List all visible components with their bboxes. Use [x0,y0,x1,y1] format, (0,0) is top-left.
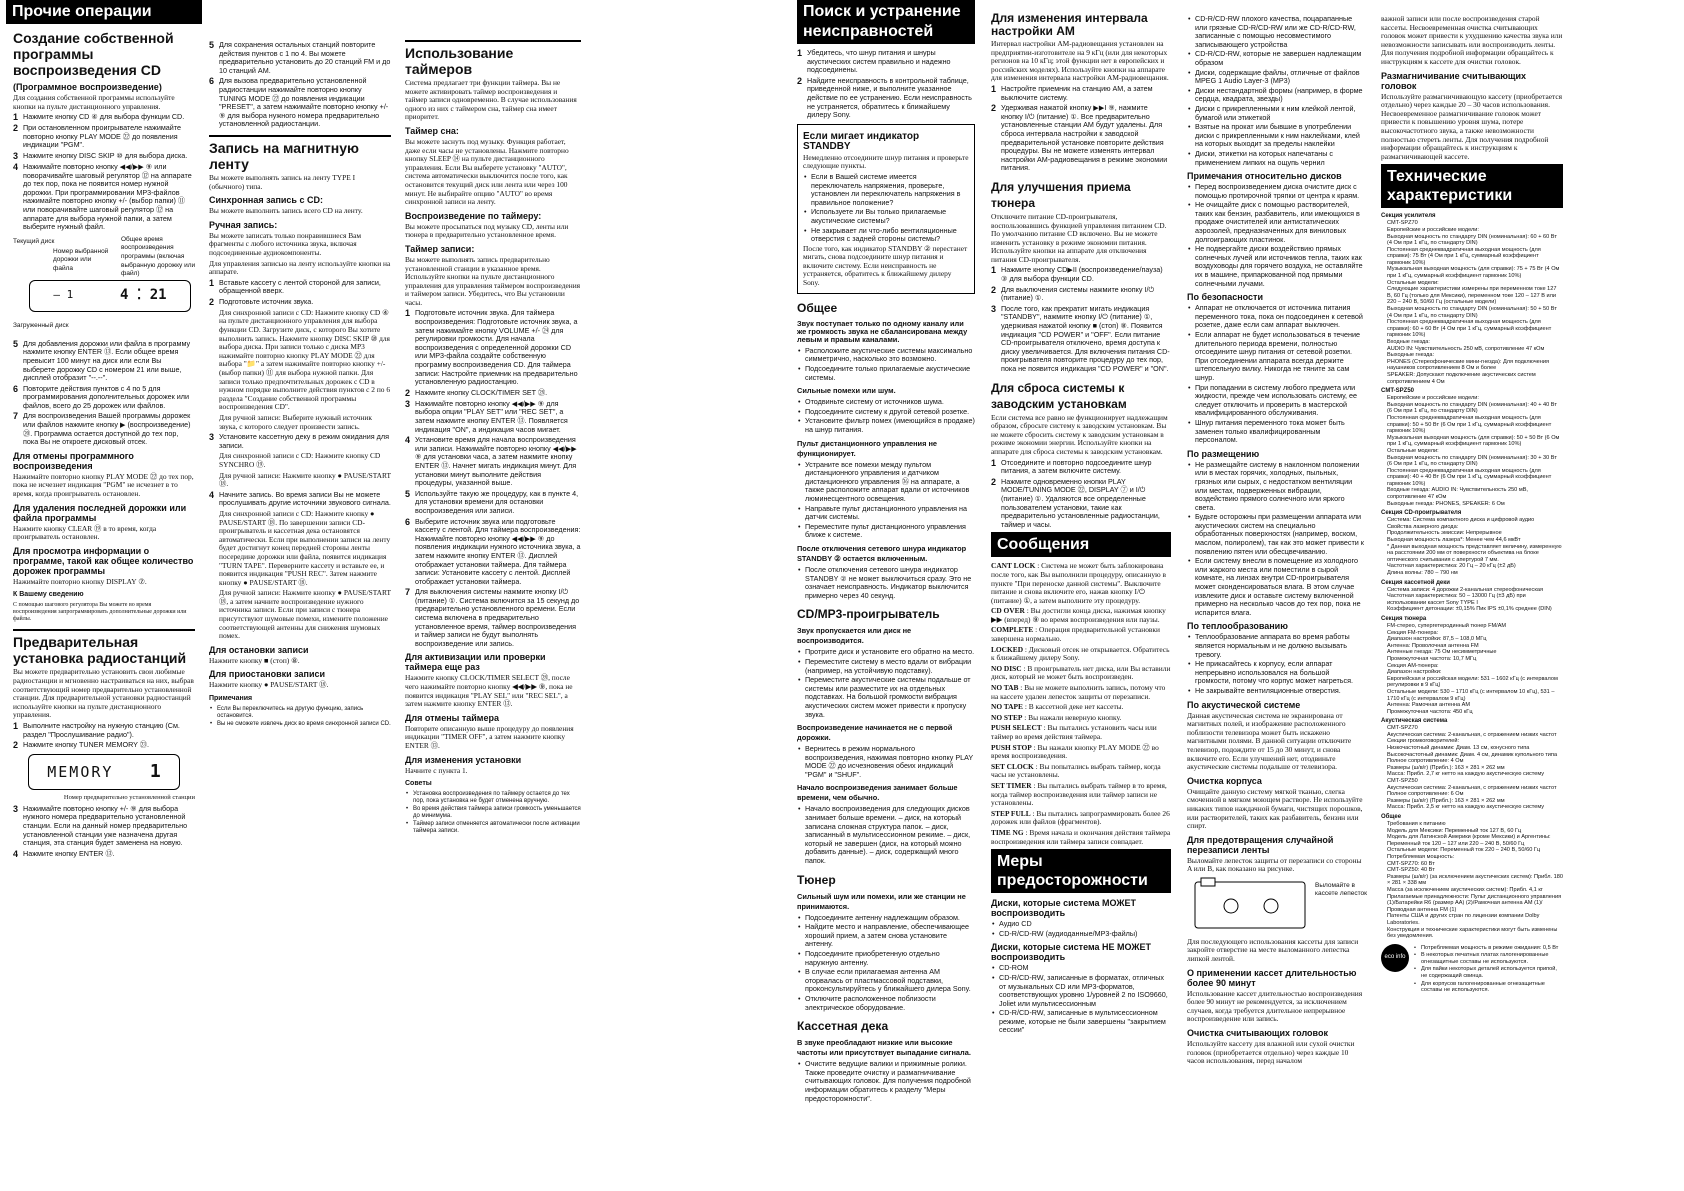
spec-line: Прилагаемые принадлежности: Пульт дистанционного управления (1)/Батарейки R6 (размер AA) (2)/Рамочная антенна AM (1)/Проводная антенна FM (1) [1387,893,1562,913]
heading: Для сброса системы к заводским установкам [991,380,1127,411]
list-item: • Не закрывает ли что-либо вентиляционные отверстия с задней стороны системы? [811,227,969,244]
spec-line: Размеры (ш/в/г) (Прибл.): 163 × 281 × 262 мм [1387,797,1505,804]
list-item: • Диски, содержащие файлы, отличные от файлов MPEG 1 Audio Layer-3 (MP3) [1195,69,1365,86]
heading: Звук поступает только по одному каналу или же громкость звука не сбалансирована между левым и правым каналами. [797,318,968,345]
spec-list [1381,213,1563,939]
heading: Очистка корпуса [1187,775,1262,786]
step: 2 Для выключения системы нажмите кнопку I/⏻ (питание) ①. [991,284,1155,303]
step: 6 Выберите источник звука или подготовьте кассету с лентой. Для таймера воспроизведения: Нажимайте повторно кнопку ◀◀/▶▶ ⑨ до появления индикации нужного источника звука, а затем нажмите кнопку ENTER ⑬. Дисплей отображает установки таймера. Для таймера записи: Установите кассету с лентой. Дисплей отображает установки таймера. [405,516,581,586]
spec-heading: Секция кассетной деки [1381,579,1450,586]
list-item: • Отключите расположенное поблизости электрическое оборудование. [805,995,975,1012]
heading: Таймер сна: [405,125,459,136]
heading-tape-recording: Запись на магнитную ленту [209,135,391,172]
heading: Кассетная дека [797,1019,889,1034]
step: 1 Настройте приемник на станцию AM, а затем выключите систему. [991,83,1153,102]
spec-line: CMT-SPZ70 [1387,725,1418,732]
paragraph: Нажмите кнопку ● PAUSE/START ⑱. [209,680,329,690]
heading: Для изменения установки [405,754,522,765]
spec-line: Конструкция и технические характеристики могут быть изменены без уведомления. [1387,926,1558,940]
step: 4 Нажмите кнопку ENTER ⑬. [13,848,115,859]
message: NO STEP : Вы нажали неверную кнопку. [991,712,1122,722]
list-item: • CD-ROM [999,964,1171,973]
list-item: • CD-R/CD-RW плохого качества, поцарапанные или грязные CD-R/CD-RW или же CD-R/CD-RW, записанные с помощью несовместимого записывающего устройства [1195,15,1365,49]
list-item: • Начало воспроизведения для следующих дисков занимает больше времени. – диск, на который записана сложная структура папок. – диск, записанный в мультисессионном режиме. – диск, который не завершен (диск, на который можно добавить данные). – диск, содержащий много папок. [805,805,975,865]
list-item: • CD-R/CD-RW, записанные в форматах, отличных от музыкальных CD или MP3-форматов, соответствующих уровню 1/уровней 2 по ISO9660, Joliet или мультисессионным [999,974,1171,1008]
message: CD OVER : Вы достигли конца диска, нажимая кнопку ▶▶ (вперед) ⑨ во время воспроизведения или паузы. [991,606,1166,624]
spec-line: Выходная мощность по стандарту DIN (номинальная): 40 + 40 Вт (6 Ом при 1 кГц, по стандарту DIN) [1387,401,1557,415]
spec-line: Промежуточная частота: 450 кГц [1387,708,1473,715]
list-item: • Установите фильтр помех (имеющийся в продаже) на шнур питания. [805,417,975,434]
list-item: • Очистите ведущие валики и прижимные ролики. Также проведите очистку и размагничивание считывающих головок. Для получения подробной информации обратитесь к разделу "Меры предосторожности". [805,1060,975,1103]
heading: CD/MP3-проигрыватель [797,607,940,622]
spec-line: Полное сопротивление: 6 Ом [1387,791,1464,798]
list-item: • Аппарат не отключается от источника питания переменного тока, пока он подсоединен к сетевой розетке, даже если сам аппарат выключен. [1195,304,1365,330]
heading: Диски, которые система МОЖЕТ воспроизводить [991,898,1137,919]
display-diagram: Текущий диск Номер выбранной дорожки или файла Общее время воспроизведения программы (включая выбранную дорожку или файл) — 1 4 ⁚ 21 Загруженный диск [13,235,196,329]
step: 1 Отсоедините и повторно подсоедините шнур питания, а затем включите систему. [991,457,1152,476]
section-band-precautions: Меры предосторожности [991,849,1171,893]
spec-line: Система: Система компактного диска и цифровой аудио [1387,517,1535,524]
heading: Для приостановки записи [209,669,326,680]
heading: Тюнер [797,872,836,887]
paragraph: Для ручной записи: Выберите нужный источник звука, с которого следует произвести запись. [219,413,372,431]
message: NO TAPE : В кассетной деке нет кассеты. [991,702,1124,712]
step: 5 Для сохранения остальных станций повторите действия пунктов с 1 по 4. Вы можете предварительно установить до 20 станций FM и до 10 станций AM. [209,40,391,75]
list-item: • Для корпусов галогенированные огнезащитные составы не используются. [1421,981,1563,994]
spec-line: Постоянная среднеквадратичная выходная мощность (для справки): 75 Вт (4 Ом при 1 кГц, суммарный коэффициент гармоник 10%) [1387,246,1541,266]
list-item: • В некоторых печатных платах галогенированные огнезащитные составы не используются. [1421,952,1563,965]
step: 1 Убедитесь, что шнур питания и шнуры акустических систем правильно и надежно подсоединены. [797,48,951,75]
step: 2 Удерживая нажатой кнопку ▶▶I ⑨, нажмите кнопку I/⏻ (питание) ①. Все предварительно установленные станции AM будут удалены. Для сброса интервала настройки к заводской предварительной установке повторите действия процедуры. Вы не можете изменять интервал настройки AM-радиовещания в режиме экономии питания. [991,103,1168,173]
paragraph: Система предлагает три функции таймера. Вы не можете активировать таймер воспроизведения и таймер записи одновременно. В случае использования одного из них с таймером сна, таймер сна имеет приоритет. [405,78,577,122]
message: LOCKED : Дисковый отсек не открывается. Обратитесь к ближайшему дилеру Sony. [991,644,1170,663]
step: 4 Начните запись. Во время записи Вы не можете прослушивать другие источники звукового сигнала. [209,489,391,508]
heading: В звуке преобладают низкие или высокие частоты или присутствует выпадание сигнала. [797,1038,971,1058]
heading: По акустической системе [1187,699,1301,710]
column-2 [202,0,398,1191]
step: 3 После того, как прекратит мигать индикация "STANDBY", нажмите кнопку I/⏻ (питание) ①, удерживая нажатой кнопку ■ (стоп) ⑧. Появится индикация "CD POWER" и "OFF". Если питание CD-проигрывателя отключено, время доступа к диску увеличивается. Для включения питания CD-проигрывателя повторите процедуру до тех пор, пока не появится индикация "CD POWER" и "ON". [991,303,1170,373]
step: 7 Для воспроизведения Вашей программы дорожек или файлов нажмите кнопку ▶ (воспроизведение) ⑳. Программа остается доступной до тех пор, пока Вы не откроете дисковый отсек. [13,411,191,447]
list-item: • Переместите пульт дистанционного управления ближе к системе. [805,523,975,540]
heading: После отключения сетевого шнура индикатор STANDBY ② остается включенным. [797,543,967,563]
spec-line: * Данная выходная мощность представляет величину, измеренную на расстоянии 200 мм от поверхности объектива на блоке оптического считывания с апертурой 7 мм. [1387,543,1562,563]
spec-line: Продолжительность эмиссии: Непрерывное [1387,530,1502,537]
paragraph: Начните с пункта 1. [405,765,468,775]
spec-line: Модель для Латинской Америки (кроме Мексики) и Аргентины: Переменный ток 120 – 127 или 220 – 240 В, 50/60 Гц [1387,834,1551,847]
heading-preset-stations: Предварительная установка радиостанций [13,629,195,666]
paragraph: Данная акустическая система не экранирована от магнитных полей, и изображение расположенного поблизости телевизора может быть искажено магнитными полями. В данной ситуации отключите телевизор, подождите от 15 до 30 минут, и снова включите его. Если улучшений нет, отодвиньте акустические системы подальше от телевизора. [1187,710,1352,772]
spec-heading: Секция усилителя [1381,213,1436,220]
spec-line: Музыкальная выходная мощность (для справки): 50 + 50 Вт (6 Ом при 1 кГц, суммарный коэффициент гармоник 10%) [1387,434,1560,448]
step: 1 Подготовьте источник звука. Для таймера воспроизведения: Подготовьте источник звука, а затем нажимайте кнопку VOLUME +/- ㉔ для регулировки громкости. Для начала воспроизведения с определенной дорожки CD или MP3-файла создайте собственную программу воспроизведения CD. Для таймера записи: Настройте приемник на предварительно установленную радиостанцию. [405,308,578,387]
spec-line: Размеры (ш/в/г) (Прибл.): 163 × 281 × 262 мм [1387,764,1505,771]
heading: Для улучшения приема тюнера [991,179,1131,210]
paragraph: важной записи или после воспроизведения старой кассеты. Несвоевременная очистка считывающих головок может привести к ухудшению качества звука или невозможности записывать или воспроизводить ленты. Для получения подробной информации обращайтесь к инструкциям к кассете для очистки головок. [1381,14,1563,66]
paragraph: Для синхронной записи с CD: Нажмите кнопку CD ④ на пульте дистанционного управления для выбора функции CD. Загрузите диск, с которого Вы хотите выполнить запись. Нажмите кнопку DISC SKIP ⑩ для выбора диска. При записи только с диска MP3 нажимайте повторно кнопку PLAY MODE ㉒ для выбора "📁" а затем нажимайте повторно кнопку +/- (выбор папки) ⑪ для выбора нужной папки. Для записи только предпочтительных дорожек с CD в нужном порядке выполните действия пунктов с 2 по 6 раздела "Создание собственной программы воспроизведения CD". [219,307,391,412]
list-item: • Направьте пульт дистанционного управления на датчик системы. [805,505,975,522]
heading: Очистка считывающих головок [1187,1028,1328,1039]
spec-line: Входные гнезда: AUDIO IN: Чувствительность 250 мВ, сопротивление 47 кОм [1387,487,1528,501]
heading: Для изменения интервала настройки AM [991,11,1148,38]
paragraph: Для синхронной записи с CD: Нажмите кнопку CD SYNCHRO ⑲. [219,451,381,469]
spec-line: Остальные модели: [1387,279,1439,286]
step: 1 Нажмите кнопку CD▶II (воспроизведение/пауза) ③ для выбора функции CD. [991,265,1163,284]
step: 4 Установите время для начала воспроизведения или записи. Нажимайте повторно кнопку ◀◀/▶▶ ⑨ для установки часа, а затем нажмите кнопку ENTER ⑬. Начнет мигать индикация минут. Для установки минут выполните действия процедуры, указанной выше. [405,435,577,488]
paragraph: Нажимайте повторно кнопку PLAY MODE ㉒ до тех пор, пока не исчезнет индикация "PGM" не исчезнет в то время, когда проигрыватель остановлен. [13,471,194,499]
message: TIME NG : Время начала и окончания действия таймера воспроизведения или таймера записи совпадает. [991,827,1171,846]
paragraph: Для управления записью на ленту используйте кнопки на аппарате. [209,258,391,277]
spec-line: Высокочастотный динамик: Диам. 4 см, динамик купольного типа [1387,751,1558,758]
standby-box [797,124,975,294]
spec-line: Секция FM-тюнера: [1387,629,1439,636]
message: SET TIMER : Вы пытались выбрать таймер в то время, когда таймер воспроизведения или таймер записи не установлены. [991,780,1167,808]
spec-line: Акустическая система: 2-канальная, с отражением низких частот [1387,731,1557,738]
spec-line: SPEAKER: Допускают подключение акустических систем сопротивлением 4 Ом [1387,371,1536,385]
spec-line: Масса (за исключением акустических систем): Прибл. 4,1 кг [1387,886,1543,893]
message: STEP FULL : Вы пытались запрограммировать более 26 дорожек или файлов (фрагментов). [991,808,1170,827]
heading: По безопасности [1187,292,1263,303]
spec-line: Система записи: 4 дорожки 2-канальная стереофоническая [1387,586,1544,593]
list-item: • Вы не сможете извлечь диск во время синхронной записи CD. [217,721,391,728]
step: 3 Нажимайте повторно кнопку ◀◀/▶▶ ⑨ для выбора опции "PLAY SET" или "REC SET", а затем нажмите кнопку ENTER ⑬. Появляется индикация "ON", а индикация часов мигает. [405,398,568,434]
spec-line: Коэффициент детонации: ±0,15% Пик IPS ±0,1% среднее (DIN) [1387,606,1552,613]
list-item: • Если аппарат не будет использоваться в течение длительного периода времени, полностью отсоедините шнур питания от сетевой розетки. При отсоединении аппарата всегда держите штепсельную вилку. Никогда не тяните за сам шнур. [1195,331,1365,383]
paragraph: Нажмите кнопку ■ (стоп) ⑧. [209,655,300,665]
spec-line: Свойства лазерного диода: [1387,523,1459,530]
message: CANT LOCK : Система не может быть заблокирована после того, как Вы выполнили процедуру, описанную в пункте "При переноске данной системы". Выключите питание и снова включите его, нажав кнопку I/⏻ (питание) ①, а затем выполните эту процедуру. [991,561,1166,605]
step: 3 Нажмите кнопку DISC SKIP ⑩ для выбора диска. [13,150,188,161]
list-item: • Протрите диск и установите его обратно на место. [805,648,975,657]
paragraph: Для ручной записи: Нажмите кнопку ● PAUSE/START ⑱, а затем начните воспроизведение нужного источника записи. Если при записи с тюнера присутствуют шумовые помехи, измените положение соответствующей антенны для снижения шумовых помех. [219,588,391,641]
column-3 [398,0,588,1191]
heading: Звук пропускается или диск не воспроизводится. [797,626,912,646]
heading: Для отмены таймера [405,712,499,723]
list-item: • Подсоедините систему к другой сетевой розетке. [805,408,975,417]
list-item: • Не закрывайте вентиляционные отверстия. [1195,687,1365,696]
step: 3 Нажимайте повторно кнопку +/- ⑨ для выбора нужного номера предварительно установленной станции. Если на данный номер предварительно установленной станции уже назначена другая станция, эта станция будет заменена на новую. [13,803,188,848]
spec-line: Остальные модели: [1387,447,1439,454]
heading: Для отмены программного воспроизведения [13,450,134,471]
list-item: • Найдите место и направление, обеспечивающее хороший прием, а затем снова установите антенну. [805,923,975,949]
list-item: • Диски, этикетки на которых напечатаны с применением липких на ощупь чернил [1195,150,1365,167]
list-item: • Устраните все помехи между пультом дистанционного управления и датчиком дистанционного управления ㊱ на аппарате, а также расположите аппарат вдали от источников люминесцентного освещения. [805,461,975,504]
list-item: • Отодвиньте систему от источников шума. [805,398,975,407]
spec-heading: Акустическая система [1381,718,1448,725]
paragraph: Если система все равно не функционирует надлежащим образом, сбросьте систему к заводским установкам. Вы не можете сбросить систему к заводским установкам в режиме экономии энергии. Используйте кнопки на аппарате для сброса системы к заводским установкам. [991,412,1168,456]
spec-line: Остальные модели: 530 – 1710 кГц (с интервалом 10 кГц), 531 – 1710 кГц (с интервалом 9 кГц) [1387,688,1555,702]
paragraph: Выломайте лепесток защиты от перезаписи со стороны A или B, как показано на рисунке. [1187,855,1362,874]
section-band-troubleshooting: Поиск и устранение неисправностей [797,0,975,44]
heading: О применении кассет длительностью более 90 минут [1187,967,1357,988]
heading: По размещению [1187,448,1260,459]
spec-line: Масса: Прибл. 2,7 кг нетто на каждую акустическую систему [1387,771,1545,778]
paragraph: Нажмите кнопку CLEAR ⑲ в то время, когда проигрыватель остановлен. [13,523,157,542]
subheading-program-play: (Программное воспроизведение) [13,82,162,92]
spec-line: Секция AM-тюнера: [1387,662,1439,669]
spec-line: Полное сопротивление: 4 Ом [1387,758,1464,765]
paragraph: Нажмите кнопку CLOCK/TIMER SELECT ㉘, после чего нажимайте повторно кнопку ◀◀/▶▶ ⑨, пока не появится индикация "PLAY SEL" или "REC SEL", а затем нажмите кнопку ENTER ⑬. [405,673,573,709]
paragraph: Используйте кассету для влажной или сухой очистки головок (приобретается отдельно) через каждые 10 часов использования, перед началом [1187,1039,1355,1066]
paragraph: Вы можете выполнять запись на ленту TYPE I (обычного) типа. [209,172,356,191]
spec-line: Выходные гнезда: PHONES, SPEAKER: 6 Ом [1387,500,1505,507]
paragraph: Очищайте данную систему мягкой тканью, слегка смоченной в мягком моющем растворе. Не используйте никаких типов наждачной бумаги, чистящих порошков, или растворителей, таких как разбавитель, бензин или спирт. [1187,786,1363,831]
spec-line: Антенна: Рамочная антенна AM [1387,702,1471,709]
column-1 [6,0,202,1191]
step: 1 Вставьте кассету с лентой стороной для записи, обращенной вверх. [209,277,381,296]
spec-line: Выходная мощность лазера*: Менее чем 44,6 мкВт [1387,537,1521,544]
paragraph: Вы можете заснуть под музыку. Функция работает, даже если часы не установлены. Нажмите повторно кнопку SLEEP ⑭ на пульте дистанционного управления. Если Вы выберете установку "AUTO", система автоматически выключится после того, как остановится текущий диск или лента или через 100 минут. Не выбирайте опцию "AUTO" во время синхронной записи на ленту. [405,136,569,207]
list-item: • Для пайки некоторых деталей используется припой, не содержащий свинца. [1421,966,1563,979]
list-item: • Не прикасайтесь к корпусу, если аппарат непрерывно использовался на большой громкости, потому что корпус может нагреться. [1195,660,1365,686]
message: SET CLOCK : Вы попытались выбрать таймер, когда часы не установлены. [991,761,1161,780]
step: 7 Для выключения системы нажмите кнопку I/⏻ (питание) ①. Система включится за 15 секунд до предварительно установленного времени. Если система включена в предварительно установленное время, таймер воспроизведения и таймер записи не будут выполнять воспроизведение или запись. [405,587,580,648]
heading: Сильные помехи или шум. [797,386,896,396]
step: 5 Для добавления дорожки или файла в программу нажмите кнопку ENTER ⑬. Если общее время превысит 100 минут на диск или если Вы выберете дорожку CD с номером 21 или выше, дисплей отобразит "--.--". [13,338,191,383]
paragraph: Вы можете записать только понравившиеся Вам фрагменты с любого источника звука, включая подсоединенные аудиокомпоненты. [209,230,362,257]
step: 2 Нажмите одновременно кнопки PLAY MODE/TUNING MODE ㉒, DISPLAY ⑦ и I/⏻ (питание) ①. Удаляются все определенные пользователем установки, такие как предварительно установленные радиостанции, таймер и часы. [991,476,1160,529]
list-item: • После отключения сетевого шнура индикатор STANDBY ② не может выключиться сразу. Это не означает неисправность. Индикатор выключится примерно через 40 секунд. [805,566,975,600]
spec-line: Европейские и российские модели: [1387,226,1479,233]
heading: К Вашему сведению [13,591,84,599]
list-item: • Взятые на прокат или бывшие в употреблении диски с прикрепленными к ним наклейками, клей на которых выходит за пределы наклейки [1195,123,1365,149]
section-band-other-operations: Прочие операции [6,0,202,24]
paragraph: Использование кассет длительностью воспроизведения более 90 минут не рекомендуется, за исключением случаев, когда требуется длительное непрерывное воспроизведение или запись. [1187,988,1363,1024]
heading: Сильный шум или помехи, или же станции не принимаются. [797,891,966,911]
section-band-messages: Сообщения [991,532,1171,557]
spec-line: Диапазон настройки: [1387,669,1442,676]
spec-heading: Секция CD-проигрывателя [1381,510,1462,517]
list-item: • Если в Вашей системе имеется переключатель напряжения, проверьте, установлен ли переключатель напряжения в правильное положение? [811,173,969,207]
cassette-illustration [1191,876,1311,934]
list-item: • В случае если прилагаемая антенна AM оторвалась от пластмассовой подставки, проконсультируйтесь у ближайшего дилера Sony. [805,968,975,994]
heading: Синхронная запись с CD: [209,195,323,206]
column-6 [1180,0,1372,1191]
spec-line: Выходная мощность по стандарту DIN (номинальная): 50 + 50 Вт (4 Ом при 1 кГц, по стандарту DIN) [1387,306,1557,319]
heading: Примечания [209,695,253,703]
step: 4 Нажимайте повторно кнопку ◀◀/▶▶ ⑨ или поворачивайте шаговый регулятор ⑫ на аппарате до тех пор, пока не появится номер нужной дорожки. При программировании MP3-файлов нажимайте повторно кнопку +/- (выбор папки) ⑪ или поворачивайте шаговый регулятор ⑫ на аппарате для выбора нужной папки, а затем выберите нужный файл. [13,161,192,232]
heading: Примечания относительно дисков [1187,171,1342,182]
message: NO DISC : В проигрыватель нет диска, или Вы вставили диск, который не может быть воспроизведен. [991,663,1171,682]
list-item: • Подсоедините антенну надлежащим образом. [805,914,975,923]
paragraph: Для создания собственной программы используйте кнопки на пульте дистанционного управления. [13,93,175,111]
spec-line: CMT-SPZ70 [1387,220,1418,227]
paragraph: Отключите питание CD-проигрывателя, воспользовавшись функцией управления питанием CD. По умолчанию питание CD включено. Вы не можете изменить установку в режиме экономии питания. Используйте кнопки на аппарате для отключения питания CD-проигрывателя. [991,211,1167,264]
spec-line: Акустическая система: 2-канальная, с отражением низких частот [1387,784,1557,791]
spec-line: Модель для Мексики: Переменный ток 127 В, 60 Гц [1387,827,1522,834]
spec-line: CMT-SPZ50 [1387,778,1418,785]
step: 3 Установите кассетную деку в режим ожидания для записи. [209,432,389,450]
spec-line: FM-стерео, супергетеродинный тюнер FM/AM [1387,622,1507,629]
paragraph: Вы можете просыпаться под музыку CD, ленты или тюнера в предварительно установленное время. [405,221,569,240]
heading: Советы [405,780,432,788]
paragraph: Для синхронной записи с CD: Нажмите кнопку ● PAUSE/START ⑱. По завершении записи CD-проигрыватель и кассетная дека остановятся автоматически. Если при выполнении записи на ленту будет достигнут конец передней стороны ленты посередине дорожки или файла, появится индикация "TURN TAPE". Переверните кассету и вставьте ее, и появится индикация "PUSH REC". Затем нажмите кнопку ● PAUSE/START ⑱. [219,508,391,587]
paragraph: Интервал настройки AM-радиовещания установлен на предприятии-изготовителе на 9 кГц (или для некоторых регионов на 10 кГц; этой функции нет в европейских и российских моделях). Используйте кнопки на аппарате для изменения интервала настройки AM-радиовещания. [991,39,1169,83]
list-item: • CD-R/CD-RW, записанные в мультисессионном режиме, которые не были завершены "закрытием сессии" [999,1009,1171,1035]
step: 2 Найдите неисправность в контрольной таблице, приведенной ниже, и выполните указанное действие по ее устранению. Если неисправность не устраняется, обратитесь к ближайшему дилеру Sony. [797,75,972,120]
eco-info [1381,944,1563,995]
spec-heading: Общее [1381,814,1402,820]
eco-logo: eco info [1381,944,1409,972]
spec-line: Длина волны: 780 – 790 нм [1387,570,1458,576]
list-item: • Подсоедините приобретенную отдельно наружную антенну. [805,950,975,967]
paragraph: Для ручной записи: Нажмите кнопку ● PAUSE/START ⑱. [219,470,391,489]
list-item: • При попадании в систему любого предмета или жидкости, прежде чем использовать систему, ее следует отключить и проверить в мастерской квалифицированного обслуживания. [1195,384,1365,418]
caption: Выломайте в кассете лепесток [1315,881,1367,898]
paragraph: Нажимайте повторно кнопку DISPLAY ⑦. [13,576,147,586]
heading-program-play: Создание собственной программы воспроизведения CD [13,30,174,78]
spec-line: Выходные гнезда: [1387,352,1435,359]
paragraph: Вы можете предварительно установить свои любимые радиостанции и мгновенно настраиваться на них, выбрав соответствующий номер предварительно установленной станции. Для предварительной установки радиостанций используйте кнопки на пульте дистанционного управления. [13,667,194,720]
spec-line: Выходная мощность по стандарту DIN (номинальная): 30 + 30 Вт (6 Ом при 1 кГц, по стандарту DIN) [1387,454,1557,468]
paragraph: После того, как индикатор STANDBY ② перестанет мигать, снова подсоедините шнур питания и включите систему. Если неисправность не устраняется, обратитесь к ближайшему дилеру Sony. [803,243,968,288]
list-item: • Подсоедините только прилагаемые акустические системы. [805,365,975,382]
spec-heading: Секция тюнера [1381,615,1427,622]
heading: Для активизации или проверки таймера еще раз [405,652,546,673]
list-item: • Не очищайте диск с помощью растворителей, таких как бензин, разбавитель, или имеющихся в продаже очистителей или антистатических аэрозолей, предназначенных для виниловых долгоиграющих пластинок. [1195,201,1365,244]
section-band-specifications: Технические характеристики [1381,164,1563,208]
spec-line: Европейские и российские модели: [1387,395,1479,402]
list-item: • Не размещайте систему в наклонном положении или в местах горячих, холодных, пыльных, грязных или сырых, с недостатком вентиляции или местах, подверженных вибрации, воздействию прямого солнечного или яркого света. [1195,461,1365,513]
spec-line: Постоянная среднеквадратичная выходная мощность (для справки): 40 + 40 Вт (6 Ом при 1 кГц, суммарный коэффициент гармоник 10%) [1387,467,1552,487]
list-item: • Диски нестандартной формы (например, в форме сердца, квадрата, звезды) [1195,87,1365,104]
list-item: • Используете ли Вы только прилагаемые акустические системы? [811,208,969,225]
paragraph: Повторите описанную выше процедуру до появления индикации "TIMER OFF", а затем нажмите кнопку ENTER ⑬. [405,723,574,750]
step: 2 Нажмите кнопку TUNER MEMORY ㉓. [13,740,149,751]
spec-line: AUDIO IN: Чувствительность 250 мВ, сопротивление 47 кОм [1387,345,1545,352]
step: 5 Используйте такую же процедуру, как в пункте 4, для установки времени для остановки воспроизведения или записи. [405,488,579,515]
heading: Для предотвращения случайной перезаписи ленты [1187,834,1334,855]
spec-line: PHONES (Стереофонические мини-гнезда): Для подключения наушников сопротивлением 8 Ом и более [1387,358,1549,372]
paragraph: Для последующего использования кассеты для записи закройте отверстие на месте выломанного лепестка липкой лентой. [1187,936,1359,964]
spec-line: Секции громкоговорителей: [1387,738,1460,745]
lcd-display: — 1 4 ⁚ 21 [29,280,191,312]
spec-line: Остальные модели: Переменный ток 220 – 240 В, 50/60 Гц [1387,847,1541,854]
lcd-memory-display: MEMORY 1 [28,754,180,790]
step: 1 Выполните настройку на нужную станцию (См. раздел "Прослушивание радио"). [13,720,180,739]
spec-line: Антенна: Проволочная антенна FM [1387,642,1479,649]
paragraph: Вы можете выполнять запись предварительно установленной станции в указанное время. Используйте кнопки на пульте дистанционного управления для управления таймером воспроизведения и таймером записи. Убедитесь, что Вы установили часы. [405,254,581,307]
list-item: • Аудио CD [999,920,1171,929]
heading: Воспроизведение по таймеру: [405,210,542,221]
spec-line: Промежуточная частота: 10,7 МГц [1387,655,1477,662]
message: PUSH STOP : Вы нажали кнопку PLAY MODE ㉒ во время воспроизведения. [991,742,1159,761]
heading: Для удаления последней дорожки или файла программы [13,502,187,523]
caption: Номер предварительно установленной станции [63,794,195,802]
spec-line: Входные гнезда: [1387,339,1430,345]
heading: По теплообразованию [1187,621,1288,632]
paragraph: Используйте размагничивающую кассету (приобретается отдельно) через каждые 20 – 30 часов использования. Несвоевременное размагничивание головок может привести к повышению уровня шума, потере высокочастотного звука, а также невозможности полностью стереть ленты. Для получения подробной информации обращайтесь к инструкциям к размагничивающей кассете. [1381,91,1563,161]
heading: Размагничивание считывающих головок [1381,70,1527,91]
list-item: • Если Вы переключитесь на другую функцию, запись остановится. [217,706,391,720]
list-item: • Установка воспроизведения по таймеру остается до тех пор, пока установка не будет отменена вручную. [413,791,581,805]
step: 2 Подготовьте источник звука. [209,296,314,307]
list-item: • Диски с прикрепленными к ним клейкой лентой, бумагой или этикеткой [1195,105,1365,122]
step: 1 Нажмите кнопку CD ④ для выбора функции CD. [13,112,185,123]
spec-heading: CMT-SPZ50 [1381,388,1415,395]
heading: Ручная запись: [209,219,278,230]
list-item: • Шнур питания переменного тока может быть заменен только квалифицированным персоналом. [1195,419,1365,445]
list-item: • Теплообразование аппарата во время работы является нормальным и не должно вызывать тревогу. [1195,633,1365,659]
list-item: • Будьте осторожны при размещении аппарата или акустических систем на специально обработанных поверхностях (например, воском, маслом, полиролем), так как это может привести к появлению пятен или обесцвечиванию. [1195,513,1365,556]
list-item: • Расположите акустические системы максимально симметрично, насколько это возможно. [805,347,975,364]
message: COMPLETE : Операция предварительной установки завершена нормально. [991,625,1160,644]
step: 2 При остановленном проигрывателе нажимайте повторно кнопку PLAY MODE ㉒ до появления индикации "PGM". [13,123,182,150]
step: 6 Для вызова предварительно установленной радиостанции нажимайте повторно кнопку TUNING MODE ㉒ до появления индикации "PRESET", а затем нажимайте повторно кнопку +/- ⑨ для выбора нужного номера предварительно установленной радиостанции. [209,76,389,129]
spec-line: Музыкальная выходная мощность (для справки): 75 + 75 Вт (4 Ом при 1 кГц, суммарный коэффициент гармоник 10%) [1387,266,1560,280]
heading: Воспроизведение начинается не с первой дорожки. [797,723,953,743]
heading: Для просмотра информации о программе, такой как общее количество дорожек программы [13,545,194,576]
list-item: • CD-R/CD-RW, которые не завершен надлежащим образом [1195,50,1365,67]
heading: Общее [797,300,838,315]
heading: Для остановки записи [209,644,309,655]
message: PUSH SELECT : Вы пытались установить часы или таймер во время действия таймера. [991,723,1157,741]
heading: Начало воспроизведения занимает больше времени, чем обычно. [797,783,958,803]
spec-line: Выходная мощность по стандарту DIN (номинальная): 60 + 60 Вт (4 Ом при 1 кГц, по стандарту DIN) [1387,233,1557,247]
list-item: • Вернитесь в режим нормального воспроизведения, нажимая повторно кнопку PLAY MODE ㉒ до исчезновения обеих индикаций "PGM" и "SHUF". [805,745,975,779]
spec-line: CMT-SPZ50: 40 Вт [1387,867,1435,874]
list-item: • Во время действия таймера записи громкость уменьшается до минимума. [413,806,581,820]
step: 6 Повторите действия пунктов с 4 по 5 для программирования дополнительных дорожек или файлов, всего до 25 дорожек или файлов. [13,383,190,410]
spec-line: Европейская и российская модели: 531 – 1602 кГц (с интервалом регулировки в 9 кГц) [1387,675,1558,689]
list-item: • Переместите систему в место вдали от вибрации (например, на устойчивую подставку). [805,658,975,675]
list-item: • Таймер записи отменяется автоматически после активации таймера записи. [413,821,581,835]
cassette-tab-diagram [1187,876,1365,936]
paragraph: С помощью шагового регулятора Вы можете во время воспроизведения запрограммировать дополнительные дорожки или файлы. [13,602,187,623]
list-item: • Если систему внесли в помещение из холодного или жаркого места или поместили в сырой комнате, на линзах внутри CD-проигрывателя может сконденсироваться влага. В этом случае извлеките диск и оставьте систему включенной примерно на несколько часов до тех пор, пока не испарится влага. [1195,557,1365,617]
list-item: • Перед воспроизведением диска очистите диск с помощью протирочной тряпки от центра к краям. [1195,183,1365,200]
spec-line: Антенные гнезда: 75 Ом несимметричные [1387,649,1497,656]
heading: Если мигает индикатор STANDBY [803,130,920,152]
list-item: • Переместите акустические системы подальше от системы или разместите их на отдельных подставках. На большой громкости вибрация акустических систем может привести к пропуску звука. [805,676,975,719]
spec-line: Диапазон настройки: 87,5 – 108,0 МГц [1387,636,1487,643]
step: 2 Нажмите кнопку CLOCK/TIMER SET ㉘. [405,387,548,398]
spec-line: Низкочастотный динамик: Диам. 13 см, конусного типа [1387,745,1530,752]
spec-line: Масса: Прибл. 2,5 кг нетто на каждую акустическую систему [1387,804,1545,811]
column-4 [790,0,982,1191]
paragraph: Вы можете выполнить запись всего CD на ленту. [209,206,363,216]
column-5 [984,0,1178,1191]
heading: Таймер записи: [405,243,475,254]
list-item: • Не подвергайте диски воздействию прямых солнечных лучей или источников тепла, таких как воздуховоды для горячего воздуха, не оставляйте их в машине, припаркованной под прямыми солнечными лучами. [1195,245,1365,288]
spec-line: Размеры (ш/в/г) (за исключением акустических систем): Прибл. 180 × 281 × 338 мм [1387,873,1563,887]
spec-line: Патенты США и других стран по лицензии компании Dolby Laboratories. [1387,913,1540,926]
spec-line: Частотная характеристика: 20 Гц – 20 кГц (±2 дБ) [1387,563,1516,570]
heading: Диски, которые система НЕ МОЖЕТ воспроизводить [991,942,1152,963]
spec-line: Требования к питанию [1387,821,1446,827]
paragraph: Немедленно отсоедините шнур питания и проверьте следующие пункты. [803,152,969,171]
list-item: • Потребляемая мощность в режиме ожидания: 0,5 Вт [1421,945,1563,952]
spec-line: CMT-SPZ70: 60 Вт [1387,860,1435,867]
spec-line: Постоянная среднеквадратичная выходная мощность (для справки): 60 + 60 Вт (4 Ом при 1 кГц, суммарный коэффициент гармоник 10%) [1387,319,1552,339]
column-7 [1374,0,1570,1191]
heading-timers: Использование таймеров [405,40,581,77]
spec-line: Частотная характеристика: 50 – 13000 Гц (±3 дБ) при использовании кассет Sony TYPE I [1387,593,1526,606]
spec-line: Постоянная среднеквадратичная выходная мощность (для справки): 50 + 50 Вт (6 Ом при 1 кГц, суммарный коэффициент гармоник 10%) [1387,414,1552,435]
heading: Пульт дистанционного управления не функционирует. [797,438,938,458]
spec-line: Потребляемая мощность: [1387,853,1455,860]
spec-line: Следующие характеристики измерены при переменном токе 127 В, 60 Гц (только для Мексики), переменном токе 120 – 127 В или 220 – 240 В, 50/60 Гц (остальные модели) [1387,286,1557,306]
list-item: • CD-R/CD-RW (аудиоданные/MP3-файлы) [999,930,1171,939]
message: NO TAB : Вы не можете выполнить запись, потому что на кассете удален лепесток защиты от перезаписи. [991,683,1166,701]
